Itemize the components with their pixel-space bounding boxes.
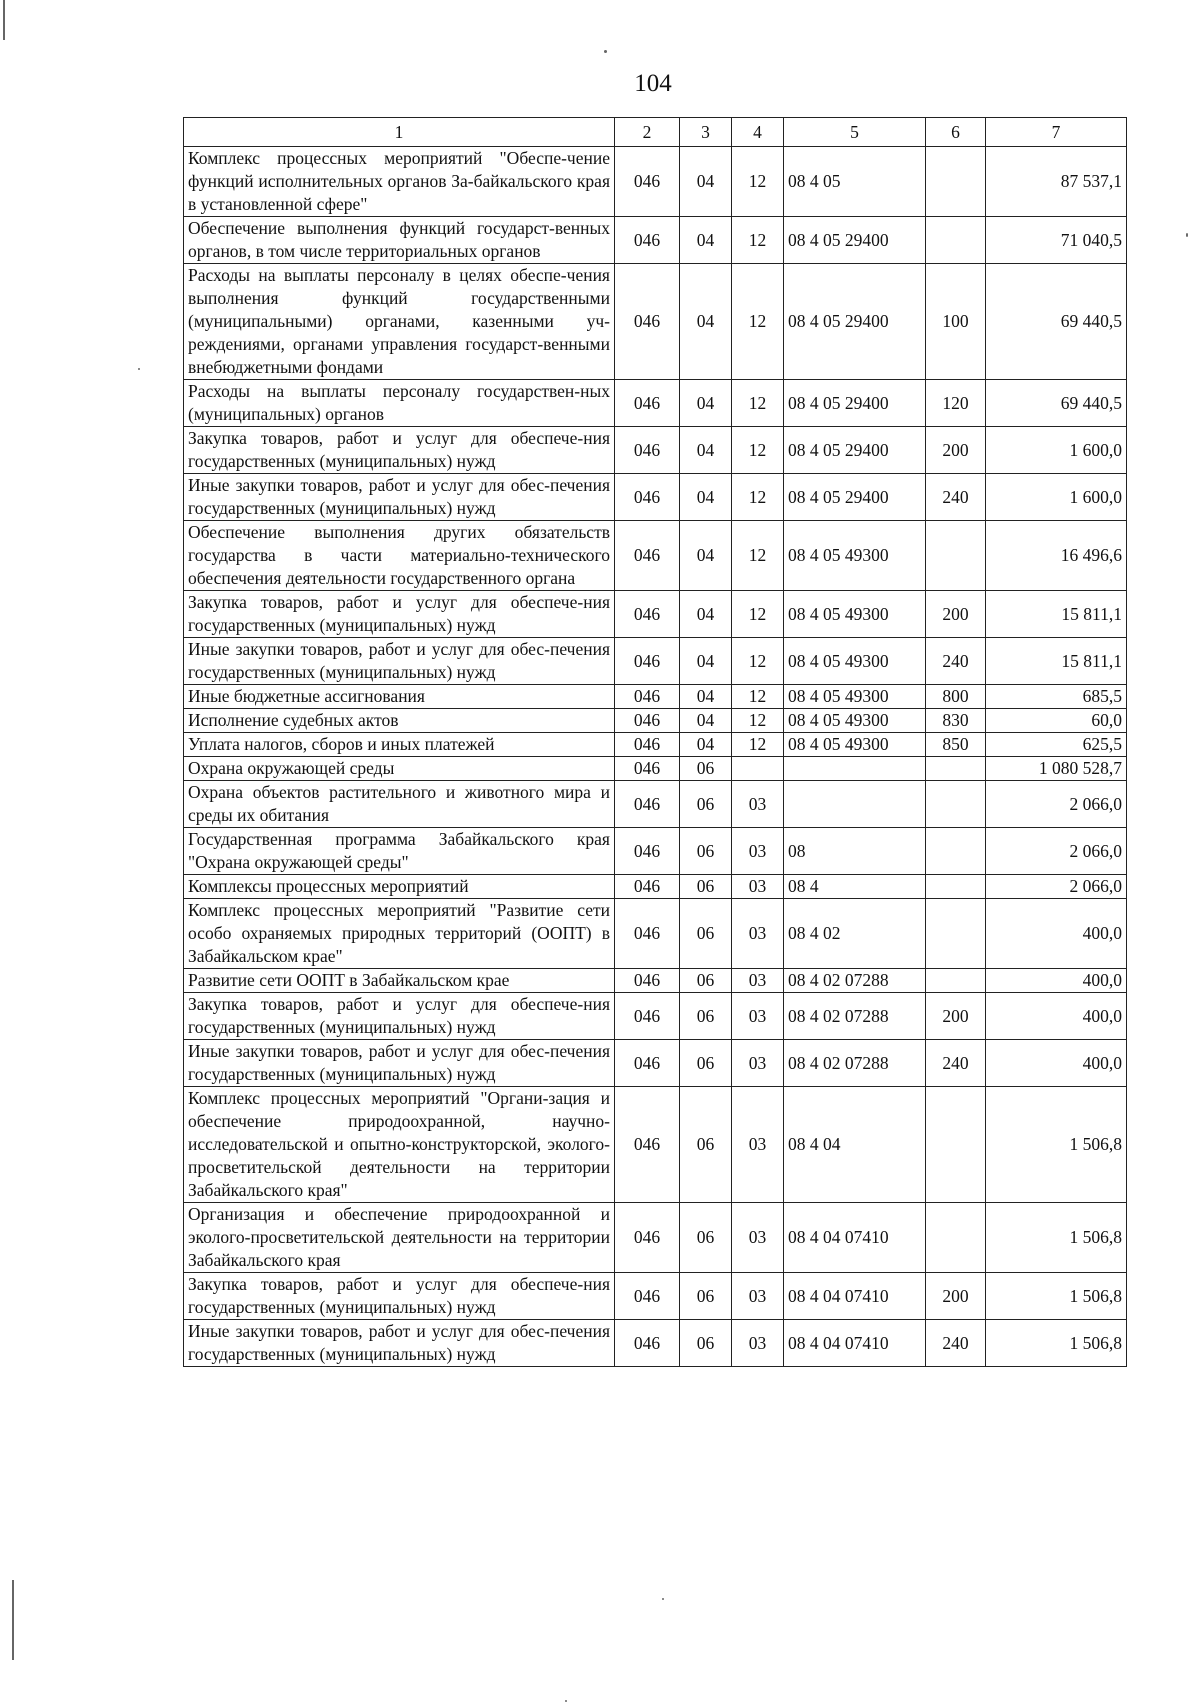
row-name-cell: Расходы на выплаты персоналу в целях обеспе-чения выполнения функций государственными (муниципальными) органами, казенными уч-реждениями, органами управления государст-венными внебюджетными фондами: [184, 264, 615, 380]
row-subsection-cell: 12: [732, 685, 784, 709]
table-row: [184, 380, 1127, 427]
row-amount-cell: 71 040,5: [986, 217, 1127, 264]
row-name-cell: Иные закупки товаров, работ и услуг для обес-печения государственных (муниципальных) нужд: [184, 474, 615, 521]
row-section-cell: 04: [680, 427, 732, 474]
row-name-cell: Исполнение судебных актов: [184, 709, 615, 733]
row-target-code-cell: 08 4: [784, 875, 926, 899]
row-amount-cell: 1 506,8: [986, 1273, 1127, 1320]
row-admin-code-cell: 046: [615, 1087, 680, 1203]
row-target-code-cell: 08 4 05 29400: [784, 380, 926, 427]
row-subsection-cell: 12: [732, 709, 784, 733]
row-target-code-cell: 08 4 02 07288: [784, 993, 926, 1040]
row-amount-cell: 685,5: [986, 685, 1127, 709]
row-name-cell: Иные закупки товаров, работ и услуг для обес-печения государственных (муниципальных) нужд: [184, 1320, 615, 1367]
row-target-code-cell: 08 4 05 49300: [784, 591, 926, 638]
row-name-cell: Комплекс процессных мероприятий "Органи-зация и обеспечение природоохранной, научно-исследовательской и опытно-конструкторской, эколого-просветительской деятельности на территории Забайкальского края": [184, 1087, 615, 1203]
row-subsection-cell: 12: [732, 474, 784, 521]
row-subsection-cell: 03: [732, 828, 784, 875]
row-expense-type-cell: [926, 521, 986, 591]
row-amount-cell: 625,5: [986, 733, 1127, 757]
row-expense-type-cell: [926, 875, 986, 899]
row-target-code-cell: 08: [784, 828, 926, 875]
row-name-cell: Государственная программа Забайкальского края "Охрана окружающей среды": [184, 828, 615, 875]
row-section-cell: 06: [680, 1087, 732, 1203]
row-target-code-cell: 08 4 05 49300: [784, 733, 926, 757]
row-expense-type-cell: 200: [926, 993, 986, 1040]
row-amount-cell: 15 811,1: [986, 638, 1127, 685]
table-row: [184, 685, 1127, 709]
header-col-5: 5: [784, 118, 926, 147]
row-section-cell: 04: [680, 591, 732, 638]
table-row: [184, 899, 1127, 969]
row-expense-type-cell: [926, 217, 986, 264]
row-section-cell: 06: [680, 828, 732, 875]
row-admin-code-cell: 046: [615, 1040, 680, 1087]
row-subsection-cell: 03: [732, 1040, 784, 1087]
row-expense-type-cell: [926, 1203, 986, 1273]
row-expense-type-cell: 200: [926, 591, 986, 638]
row-subsection-cell: 12: [732, 264, 784, 380]
row-target-code-cell: 08 4 05 49300: [784, 685, 926, 709]
row-target-code-cell: 08 4 05 29400: [784, 264, 926, 380]
row-subsection-cell: 03: [732, 781, 784, 828]
table-row: [184, 1320, 1127, 1367]
table-row: [184, 264, 1127, 380]
row-admin-code-cell: 046: [615, 757, 680, 781]
row-subsection-cell: 12: [732, 427, 784, 474]
row-admin-code-cell: 046: [615, 899, 680, 969]
table-row: [184, 993, 1127, 1040]
table-row: [184, 1040, 1127, 1087]
row-expense-type-cell: [926, 828, 986, 875]
row-name-cell: Иные бюджетные ассигнования: [184, 685, 615, 709]
row-subsection-cell: 03: [732, 1273, 784, 1320]
row-admin-code-cell: 046: [615, 474, 680, 521]
row-section-cell: 06: [680, 757, 732, 781]
row-expense-type-cell: [926, 969, 986, 993]
row-admin-code-cell: 046: [615, 875, 680, 899]
row-amount-cell: 400,0: [986, 993, 1127, 1040]
table-row: [184, 521, 1127, 591]
table-row: [184, 638, 1127, 685]
row-subsection-cell: 12: [732, 733, 784, 757]
row-amount-cell: 400,0: [986, 899, 1127, 969]
table-row: [184, 1203, 1127, 1273]
row-amount-cell: 2 066,0: [986, 828, 1127, 875]
table-row: [184, 147, 1127, 217]
row-amount-cell: 2 066,0: [986, 875, 1127, 899]
row-admin-code-cell: 046: [615, 1203, 680, 1273]
page-number: 104: [634, 70, 672, 97]
row-target-code-cell: 08 4 05 29400: [784, 427, 926, 474]
row-admin-code-cell: 046: [615, 521, 680, 591]
row-admin-code-cell: 046: [615, 969, 680, 993]
row-admin-code-cell: 046: [615, 217, 680, 264]
row-expense-type-cell: 240: [926, 474, 986, 521]
row-subsection-cell: 03: [732, 1203, 784, 1273]
header-col-2: 2: [615, 118, 680, 147]
row-admin-code-cell: 046: [615, 380, 680, 427]
row-name-cell: Комплексы процессных мероприятий: [184, 875, 615, 899]
row-admin-code-cell: 046: [615, 1320, 680, 1367]
row-expense-type-cell: [926, 147, 986, 217]
row-section-cell: 04: [680, 521, 732, 591]
row-section-cell: 04: [680, 217, 732, 264]
row-subsection-cell: 12: [732, 638, 784, 685]
row-name-cell: Обеспечение выполнения других обязательств государства в части материально-технического обеспечения деятельности государственного органа: [184, 521, 615, 591]
row-section-cell: 04: [680, 380, 732, 427]
row-name-cell: Комплекс процессных мероприятий "Развитие сети особо охраняемых природных территорий (ООПТ) в Забайкальском крае": [184, 899, 615, 969]
table-row: [184, 757, 1127, 781]
row-section-cell: 06: [680, 1203, 732, 1273]
row-expense-type-cell: [926, 781, 986, 828]
row-subsection-cell: 03: [732, 1320, 784, 1367]
table-row: [184, 217, 1127, 264]
row-section-cell: 06: [680, 1273, 732, 1320]
row-name-cell: Расходы на выплаты персоналу государствен-ных (муниципальных) органов: [184, 380, 615, 427]
row-name-cell: Организация и обеспечение природоохранной и эколого-просветительской деятельности на территории Забайкальского края: [184, 1203, 615, 1273]
row-target-code-cell: 08 4 02: [784, 899, 926, 969]
row-name-cell: Закупка товаров, работ и услуг для обеспече-ния государственных (муниципальных) нужд: [184, 993, 615, 1040]
row-section-cell: 04: [680, 264, 732, 380]
row-target-code-cell: 08 4 02 07288: [784, 1040, 926, 1087]
row-subsection-cell: 12: [732, 217, 784, 264]
row-target-code-cell: 08 4 04 07410: [784, 1273, 926, 1320]
row-amount-cell: 1 600,0: [986, 427, 1127, 474]
row-section-cell: 06: [680, 993, 732, 1040]
row-name-cell: Охрана окружающей среды: [184, 757, 615, 781]
row-section-cell: 04: [680, 733, 732, 757]
row-amount-cell: 400,0: [986, 1040, 1127, 1087]
row-target-code-cell: 08 4 05 29400: [784, 217, 926, 264]
header-col-1: 1: [184, 118, 615, 147]
row-amount-cell: 1 506,8: [986, 1087, 1127, 1203]
table-row: [184, 474, 1127, 521]
row-expense-type-cell: 830: [926, 709, 986, 733]
row-target-code-cell: 08 4 04 07410: [784, 1320, 926, 1367]
row-name-cell: Развитие сети ООПТ в Забайкальском крае: [184, 969, 615, 993]
row-admin-code-cell: 046: [615, 1273, 680, 1320]
row-admin-code-cell: 046: [615, 591, 680, 638]
row-subsection-cell: 12: [732, 521, 784, 591]
row-amount-cell: 69 440,5: [986, 264, 1127, 380]
row-expense-type-cell: [926, 899, 986, 969]
table-row: [184, 427, 1127, 474]
row-section-cell: 06: [680, 875, 732, 899]
row-subsection-cell: 12: [732, 380, 784, 427]
row-amount-cell: 16 496,6: [986, 521, 1127, 591]
row-admin-code-cell: 046: [615, 427, 680, 474]
row-subsection-cell: 03: [732, 899, 784, 969]
row-target-code-cell: [784, 781, 926, 828]
row-name-cell: Комплекс процессных мероприятий "Обеспе-чение функций исполнительных органов За-байкальского края в установленной сфере": [184, 147, 615, 217]
table-row: [184, 875, 1127, 899]
row-admin-code-cell: 046: [615, 781, 680, 828]
row-name-cell: Уплата налогов, сборов и иных платежей: [184, 733, 615, 757]
row-subsection-cell: 12: [732, 591, 784, 638]
row-expense-type-cell: 240: [926, 1320, 986, 1367]
row-admin-code-cell: 046: [615, 993, 680, 1040]
row-expense-type-cell: [926, 757, 986, 781]
row-name-cell: Закупка товаров, работ и услуг для обеспече-ния государственных (муниципальных) нужд: [184, 591, 615, 638]
table-row: [184, 709, 1127, 733]
row-amount-cell: 1 080 528,7: [986, 757, 1127, 781]
row-section-cell: 04: [680, 474, 732, 521]
row-admin-code-cell: 046: [615, 147, 680, 217]
row-amount-cell: 15 811,1: [986, 591, 1127, 638]
table-row: [184, 781, 1127, 828]
row-expense-type-cell: 240: [926, 638, 986, 685]
row-subsection-cell: 12: [732, 147, 784, 217]
row-subsection-cell: 03: [732, 969, 784, 993]
row-amount-cell: 1 506,8: [986, 1203, 1127, 1273]
row-target-code-cell: 08 4 05 49300: [784, 709, 926, 733]
row-amount-cell: 2 066,0: [986, 781, 1127, 828]
header-col-6: 6: [926, 118, 986, 147]
row-target-code-cell: [784, 757, 926, 781]
row-target-code-cell: 08 4 02 07288: [784, 969, 926, 993]
row-admin-code-cell: 046: [615, 638, 680, 685]
row-amount-cell: 87 537,1: [986, 147, 1127, 217]
row-target-code-cell: 08 4 05 29400: [784, 474, 926, 521]
row-target-code-cell: 08 4 04: [784, 1087, 926, 1203]
row-target-code-cell: 08 4 05: [784, 147, 926, 217]
row-name-cell: Иные закупки товаров, работ и услуг для обес-печения государственных (муниципальных) нужд: [184, 1040, 615, 1087]
header-col-7: 7: [986, 118, 1127, 147]
row-section-cell: 06: [680, 899, 732, 969]
row-amount-cell: 1 600,0: [986, 474, 1127, 521]
row-section-cell: 04: [680, 685, 732, 709]
table-row: [184, 828, 1127, 875]
row-expense-type-cell: [926, 1087, 986, 1203]
row-target-code-cell: 08 4 05 49300: [784, 638, 926, 685]
row-section-cell: 06: [680, 1320, 732, 1367]
row-admin-code-cell: 046: [615, 685, 680, 709]
header-col-3: 3: [680, 118, 732, 147]
row-name-cell: Охрана объектов растительного и животного мира и среды их обитания: [184, 781, 615, 828]
row-expense-type-cell: 200: [926, 427, 986, 474]
row-amount-cell: 60,0: [986, 709, 1127, 733]
row-section-cell: 04: [680, 709, 732, 733]
row-name-cell: Закупка товаров, работ и услуг для обеспече-ния государственных (муниципальных) нужд: [184, 427, 615, 474]
row-amount-cell: 400,0: [986, 969, 1127, 993]
table-row: [184, 969, 1127, 993]
row-section-cell: 06: [680, 1040, 732, 1087]
row-expense-type-cell: 800: [926, 685, 986, 709]
row-expense-type-cell: 100: [926, 264, 986, 380]
row-section-cell: 06: [680, 969, 732, 993]
row-expense-type-cell: 850: [926, 733, 986, 757]
row-amount-cell: 69 440,5: [986, 380, 1127, 427]
header-row: [184, 118, 1127, 147]
row-target-code-cell: 08 4 05 49300: [784, 521, 926, 591]
table-body: [184, 147, 1127, 1367]
row-amount-cell: 1 506,8: [986, 1320, 1127, 1367]
row-subsection-cell: [732, 757, 784, 781]
row-target-code-cell: 08 4 04 07410: [784, 1203, 926, 1273]
row-admin-code-cell: 046: [615, 828, 680, 875]
row-name-cell: Обеспечение выполнения функций государст-венных органов, в том числе территориальных органов: [184, 217, 615, 264]
row-section-cell: 06: [680, 781, 732, 828]
row-admin-code-cell: 046: [615, 264, 680, 380]
row-subsection-cell: 03: [732, 875, 784, 899]
row-name-cell: Иные закупки товаров, работ и услуг для обес-печения государственных (муниципальных) нужд: [184, 638, 615, 685]
table-row: [184, 733, 1127, 757]
row-section-cell: 04: [680, 638, 732, 685]
table-row: [184, 1273, 1127, 1320]
row-section-cell: 04: [680, 147, 732, 217]
table-row: [184, 1087, 1127, 1203]
header-col-4: 4: [732, 118, 784, 147]
table-row: [184, 591, 1127, 638]
row-expense-type-cell: 240: [926, 1040, 986, 1087]
row-subsection-cell: 03: [732, 993, 784, 1040]
budget-table: [183, 117, 1127, 1367]
row-subsection-cell: 03: [732, 1087, 784, 1203]
row-name-cell: Закупка товаров, работ и услуг для обеспече-ния государственных (муниципальных) нужд: [184, 1273, 615, 1320]
row-expense-type-cell: 200: [926, 1273, 986, 1320]
row-admin-code-cell: 046: [615, 733, 680, 757]
row-expense-type-cell: 120: [926, 380, 986, 427]
row-admin-code-cell: 046: [615, 709, 680, 733]
